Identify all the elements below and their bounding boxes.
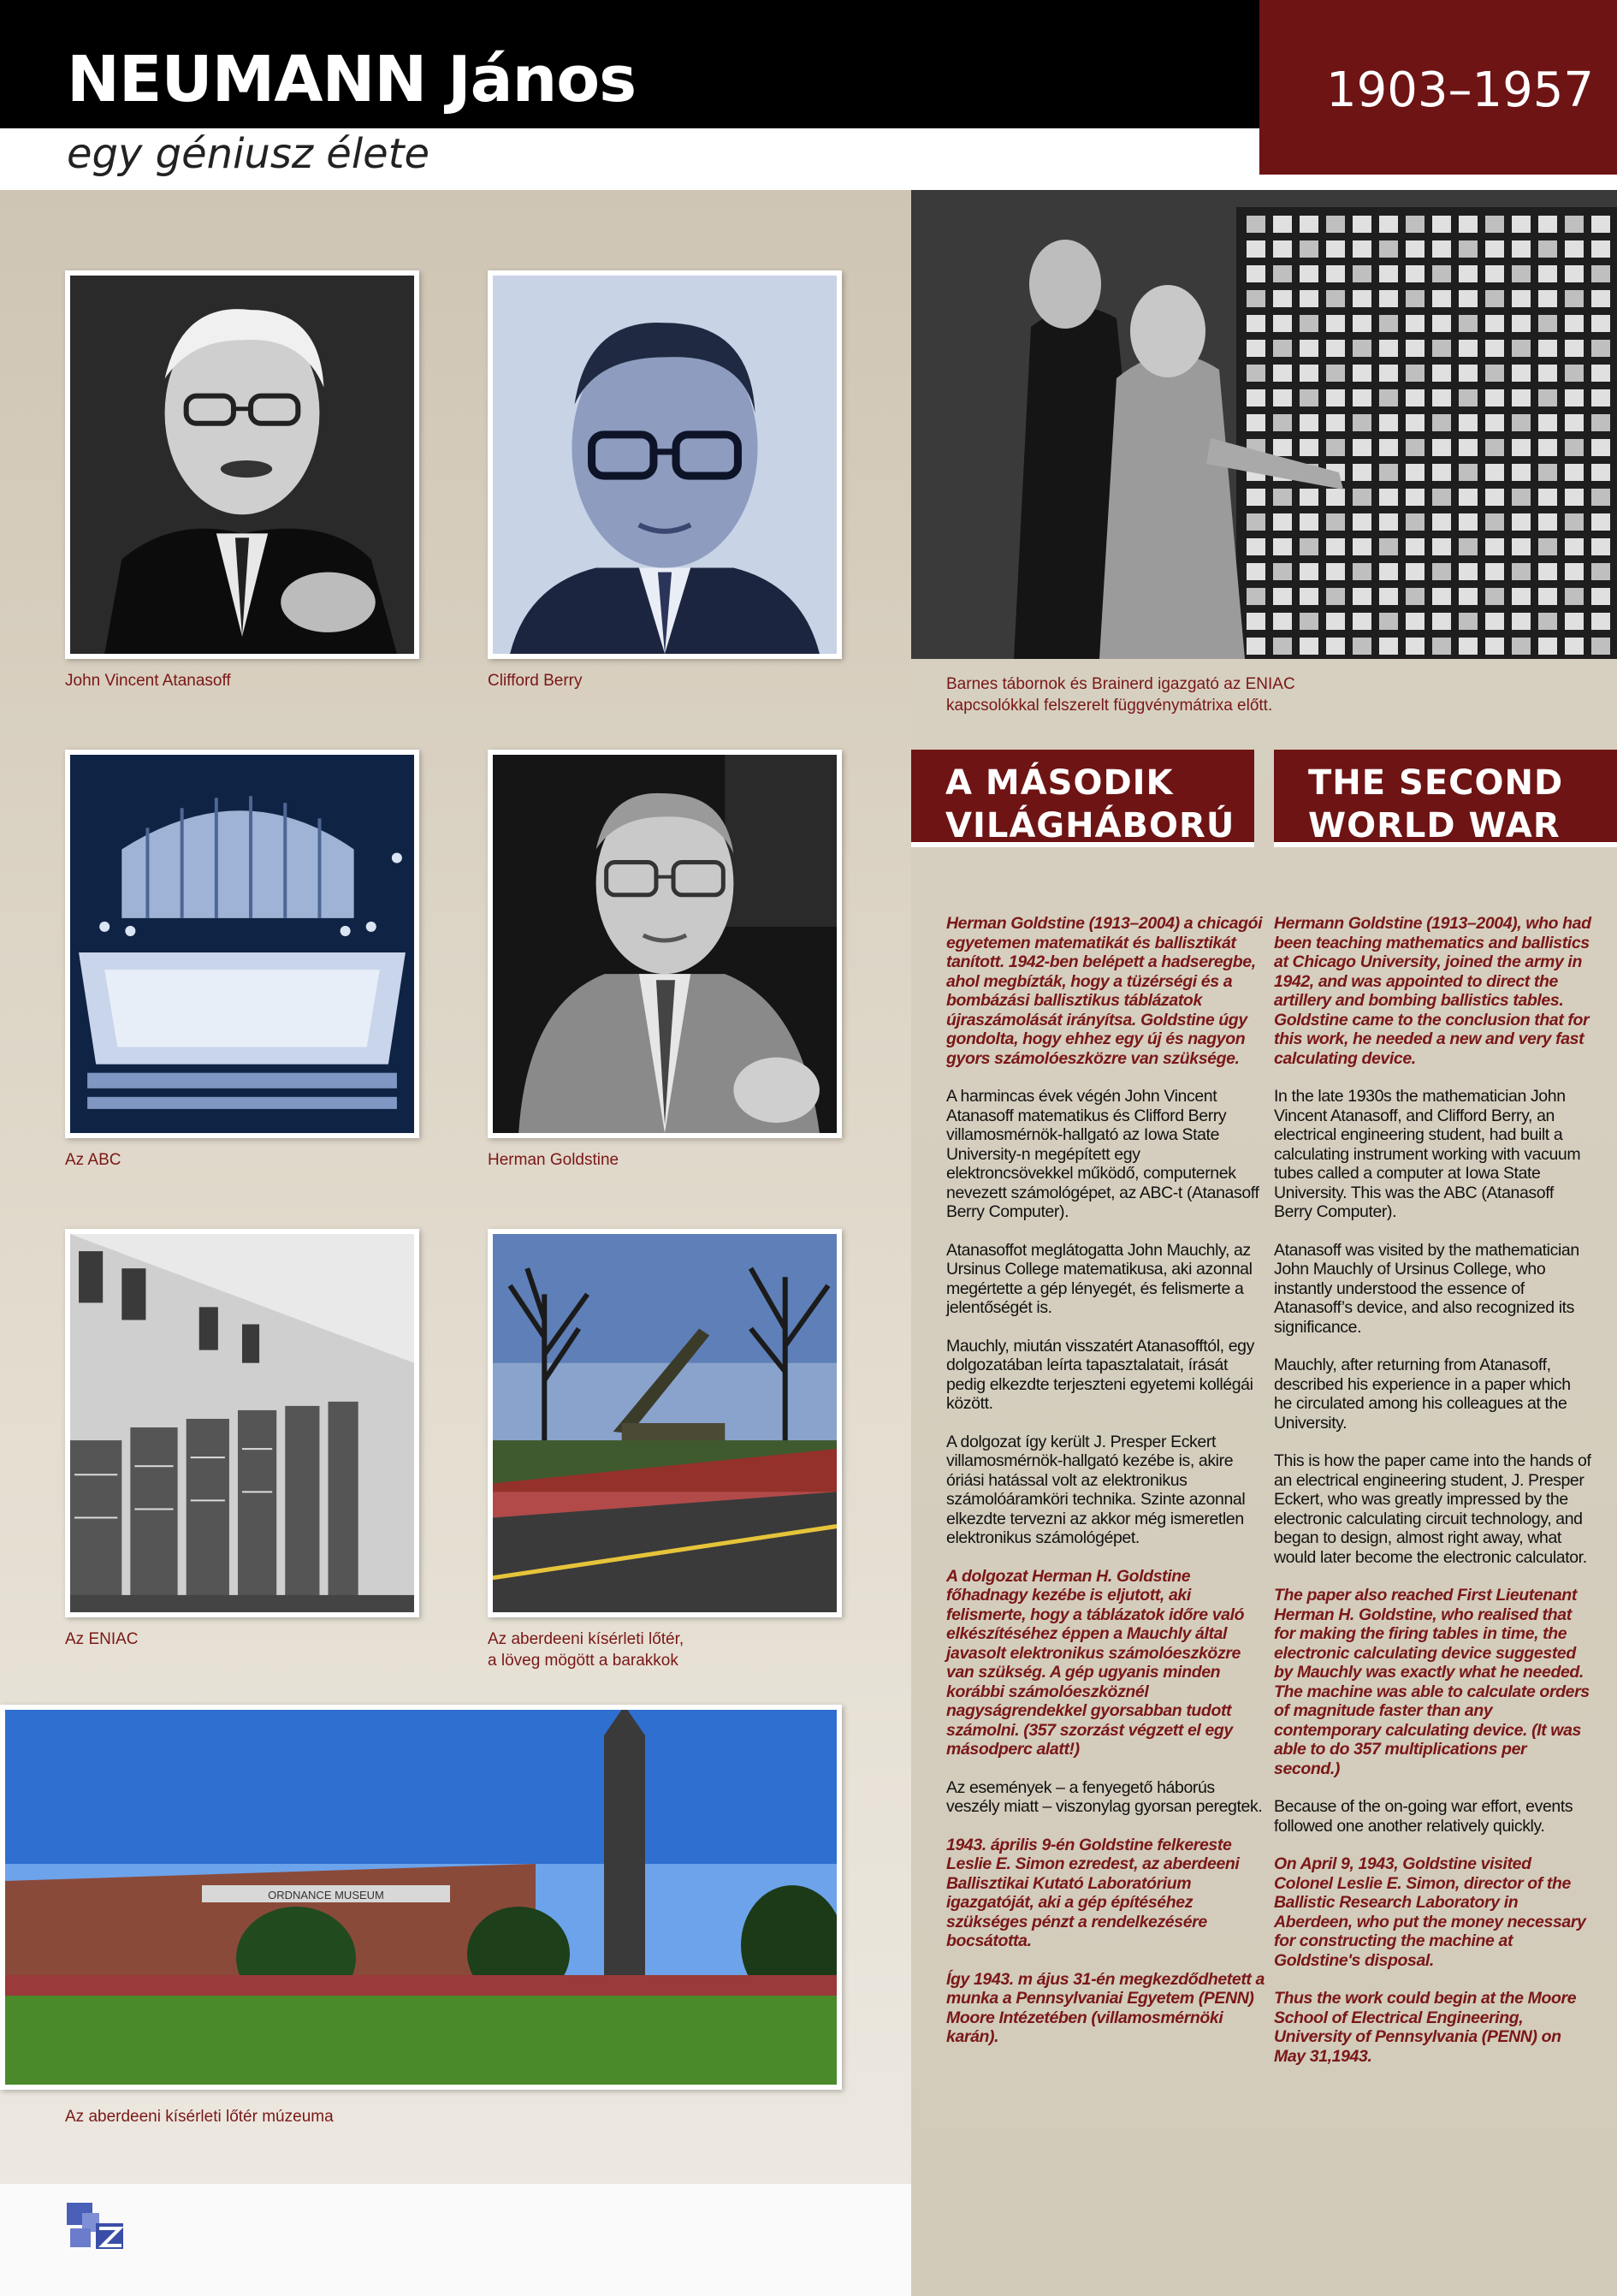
photo-goldstine [488, 750, 842, 1138]
photo-aberdeen-museum [0, 1705, 842, 2090]
paragraph: Mauchly, after returning from Atanasoff, described his experience in a paper which he circulated among his colleagues at the University. [1274, 1356, 1571, 1433]
footer [0, 2184, 911, 2296]
paragraph: Hermann Goldstine (1913–2004), who had been teaching mathematics and ballistics at Chicago University, joined the army in 1942, and was appointed to direct the artillery and bombing ballistics tables. Goldstine came to the conclusion that for this work, he needed a new and very fast calculating device. [1274, 914, 1591, 1068]
paragraph: In the late 1930s the mathematician John Vincent Atanasoff, and Clifford Berry, an electrical engineering student, had built a calculating instrument working with vacuum tubes called a computer at Iowa State University. This was the ABC (Atanasoff Berry Computer). [1274, 1087, 1581, 1221]
photo-atanasoff [65, 270, 419, 659]
paragraph: 1943. április 9-én Goldstine felkereste Leslie E. Simon ezredest, az aberdeeni Ballisztikai Kutató Laboratórium igazgatóját, aki a gép építéséhez szükséges pénzt a rendelkezésére bocsátotta. [946, 1835, 1240, 1950]
text-column-hu [946, 914, 1265, 2066]
section-title-en-line: THE SECOND [1308, 763, 1564, 803]
eniac-caption-line: kapcsolókkal felszerelt függvénymátrixa előtt. [946, 696, 1273, 715]
page-subtitle: egy géniusz élete [67, 130, 430, 178]
photo-berry [488, 270, 842, 659]
paragraph: A dolgozat így került J. Presper Eckert villamosmérnök-hallgató kezébe is, akire óriási hatással volt az elektronikus számolóáramköri technika. Szinte azonnal elkezdte tervezni az akkor még ismeretlen elektronikus számológépet. [946, 1432, 1246, 1547]
paragraph: A dolgozat Herman H. Goldstine főhadnagy kezébe is eljutott, aki felismerte, hogy a táblázatok időre való elkészítéséhez éppen a Mauchly által javasolt elektronikus számolóeszközre van szükség. A gép ugyanis minden korábbi számolóeszköznél nagyságrendekkel gyorsabban tudott számolni. (357 szorzást végzett el egy másodperc alatt!) [946, 1566, 1245, 1759]
paragraph: This is how the paper came into the hands of an electrical engineering student, J. Presper Eckert, who was greatly impressed by the electronic calculating circuit technology, and began to design, almost right away, what would later become the electronic calculator. [1274, 1451, 1591, 1567]
eniac-caption [946, 674, 1295, 716]
page-title: NEUMANN János [67, 43, 637, 116]
caption-goldstine: Herman Goldstine [488, 1151, 619, 1169]
paragraph: A harmincas évek végén John Vincent Atanasoff matematikus és Clifford Berry villamosmérnök-hallgató az Iowa State University-n megépített egy elektroncsövekkel működő, computernek nevezett számológépet, az ABC-t (Atanasoff Berry Computer). [946, 1087, 1259, 1221]
life-years: 1903–1957 [1326, 62, 1595, 118]
photo-eniac-function-matrix [911, 190, 1617, 659]
paragraph: Atanasoffot meglátogatta John Mauchly, az Ursinus College matematikusa, aki azonnal megértette a gép lényegét, és felismerte a jelentőségét is. [946, 1240, 1253, 1317]
photo-abc [65, 750, 419, 1138]
paragraph: Mauchly, miután visszatért Atanasofftól, egy dolgozatában leírta tapasztalatait, írását pedig elkezdte terjeszteni egyetemi kollégái között. [946, 1336, 1254, 1413]
paragraph: The paper also reached First Lieutenant Herman H. Goldstine, who realised that for making the firing tables in time, the electronic calculating device suggested by Mauchly was exactly what he needed. The machine was able to calculate orders of magnitude faster than any contemporary calculating device. (It was able to do 357 multiplications per second.) [1274, 1586, 1590, 1778]
caption-aberdeen-gun [488, 1629, 684, 1671]
photo-aberdeen-gun [488, 1229, 842, 1617]
section-title-hu-line: A MÁSODIK [945, 763, 1174, 803]
section-title-en [1308, 762, 1617, 847]
caption-aberdeen-gun-line: Az aberdeeni kísérleti lőtér, [488, 1630, 684, 1648]
caption-abc: Az ABC [65, 1151, 121, 1169]
section-title-hu-line: VILÁGHÁBORÚ [945, 806, 1235, 845]
caption-eniac: Az ENIAC [65, 1630, 139, 1648]
paragraph: Atanasoff was visited by the mathematician John Mauchly of Ursinus College, who instantly understood the essence of Atanasoff’s device, and also recognized its significance. [1274, 1240, 1579, 1337]
section-title-en-line: WORLD WAR [1308, 806, 1561, 845]
paragraph: Herman Goldstine (1913–2004) a chicagói egyetemen matematikát és ballisztikát tanított. 1942-ben belépett a hadseregbe, ahol megbízták, hogy a tüzérségi és a bombázási ballisztikus táblázatok újraszámolását irányítsa. Goldstine úgy gondolta, hogy ehhez egy új és nagyon gyors számolóeszközre van szüksége. [946, 914, 1263, 1068]
paragraph: Az események – a fenyegető háborús veszély miatt – viszonylag gyorsan peregtek. [946, 1777, 1263, 1816]
text-column-en [1274, 914, 1592, 2085]
logo [65, 2198, 128, 2252]
caption-aberdeen-gun-line: a löveg mögött a barakkok [488, 1651, 678, 1670]
museum-sign: ORDNANCE MUSEUM [268, 1889, 384, 1901]
caption-aberdeen-museum: Az aberdeeni kísérleti lőtér múzeuma [65, 2108, 334, 2126]
photo-eniac [65, 1229, 419, 1617]
caption-berry: Clifford Berry [488, 672, 583, 690]
section-header-hu [911, 750, 1254, 847]
paragraph: Így 1943. m ájus 31-én megkezdődhetett a munka a Pennsylvaniai Egyetem (PENN) Moore Intézetében (villamosmérnöki karán). [946, 1969, 1265, 2046]
paragraph: Because of the on-going war effort, events followed one another relatively quickly. [1274, 1797, 1573, 1836]
paragraph: Thus the work could begin at the Moore School of Electrical Engineering, University of Pennsylvania (PENN) on May 31,1943. [1274, 1989, 1577, 2066]
paragraph: On April 9, 1943, Goldstine visited Colonel Leslie E. Simon, director of the Ballistic Research Laboratory in Aberdeen, who put the money necessary for constructing the machine at Goldstine's disposal. [1274, 1854, 1586, 1970]
eniac-caption-line: Barnes tábornok és Brainerd igazgató az ENIAC [946, 675, 1295, 693]
section-title-hu [945, 762, 1254, 847]
caption-atanasoff: John Vincent Atanasoff [65, 672, 231, 690]
section-header-en [1274, 750, 1617, 847]
